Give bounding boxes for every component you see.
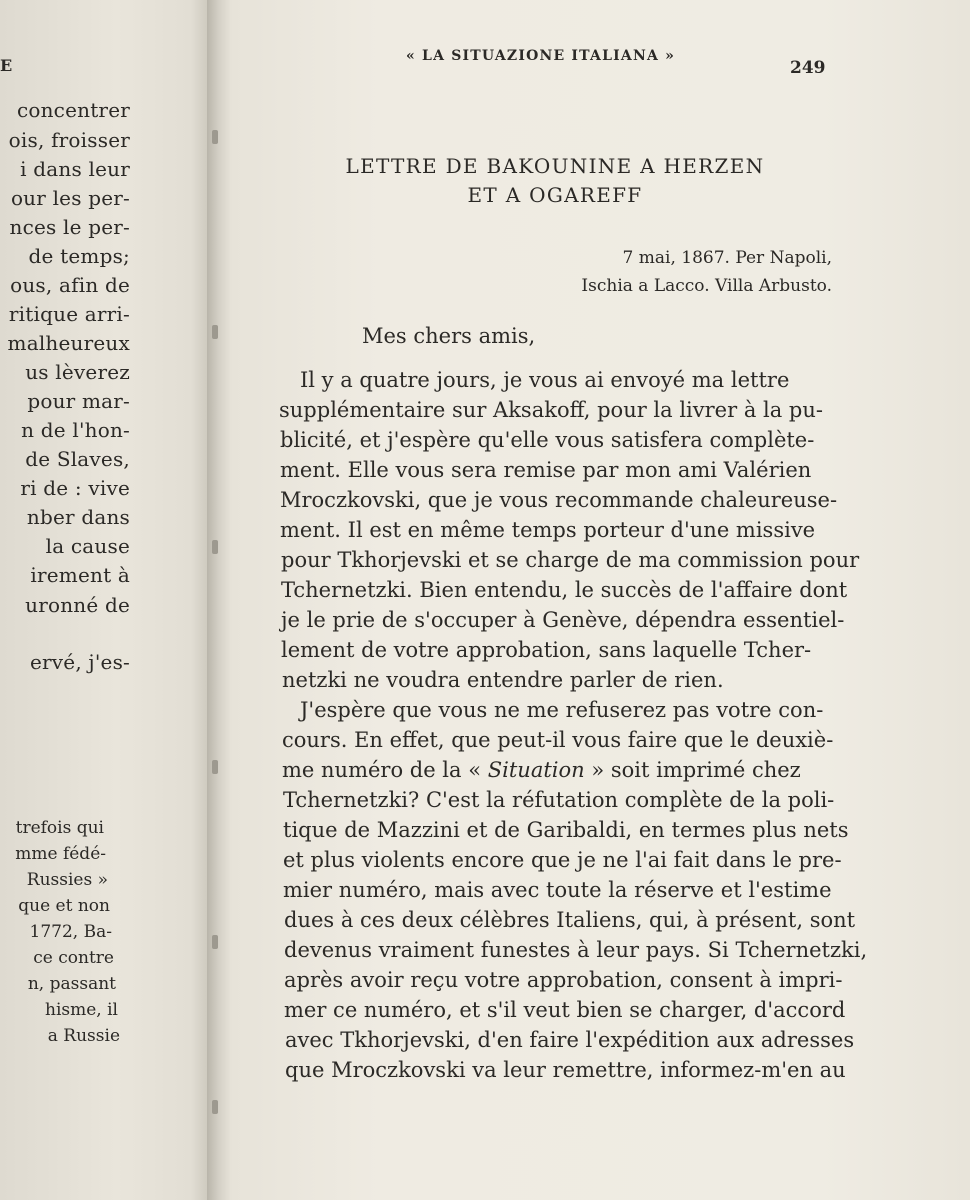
letter-body-line: et plus violents encore que je ne l'ai fait dans le pre- — [283, 848, 842, 872]
binding-stitch — [212, 540, 218, 554]
left-footnote-line: trefois qui — [15, 818, 104, 838]
left-footnote-line: Russies » — [26, 870, 108, 890]
binding-stitch — [212, 935, 218, 949]
dateline — [500, 244, 832, 300]
binding-stitch — [212, 325, 218, 339]
letter-body-line: dues à ces deux célèbres Italiens, qui, à présent, sont — [284, 908, 856, 932]
left-page-line: nber dans — [26, 505, 130, 529]
letter-body-line: que Mroczkovski va leur remettre, informez-m'en au — [285, 1058, 846, 1082]
left-page-line: ri de : vive — [20, 476, 130, 500]
letter-body-line: me numéro de la « Situation » soit imprimé chez — [282, 758, 801, 782]
letter-body-line: cours. En effet, que peut-il vous faire que le deuxiè- — [282, 728, 834, 752]
letter-body-line: ment. Elle vous sera remise par mon ami Valérien — [280, 458, 812, 482]
letter-body-line: blicité, et j'espère qu'elle vous satisfera complète- — [280, 428, 815, 452]
letter-body-line: pour Tkhorjevski et se charge de ma commission pour — [281, 548, 860, 572]
dateline-line-2: Ischia a Lacco. Villa Arbusto. — [581, 276, 832, 296]
letter-body-line: avec Tkhorjevski, d'en faire l'expédition aux adresses — [285, 1028, 855, 1052]
left-page-line: de Slaves, — [25, 447, 130, 471]
letter-body-line: ment. Il est en même temps porteur d'une missive — [280, 518, 816, 542]
left-page-line: ois, froisser — [8, 128, 130, 152]
letter-body-line: je le prie de s'occuper à Genève, dépendra essentiel- — [281, 608, 845, 632]
left-page — [0, 0, 212, 1200]
letter-title — [340, 152, 770, 210]
dateline-line-1: 7 mai, 1867. Per Napoli, — [622, 248, 832, 268]
left-page-line: i dans leur — [20, 157, 130, 181]
letter-body-line: après avoir reçu votre approbation, consent à impri- — [284, 968, 843, 992]
left-page-line: uronné de — [25, 593, 130, 617]
left-footnote-line: hisme, il — [45, 1000, 118, 1020]
letter-body-line: mer ce numéro, et s'il veut bien se charger, d'accord — [284, 998, 846, 1022]
left-page-line: nces le per- — [9, 215, 130, 239]
left-page-line: ritique arri- — [8, 302, 130, 326]
left-footnote-line: que et non — [18, 896, 110, 916]
running-head: « LA SITUAZIONE ITALIANA » — [406, 48, 676, 64]
left-page-line: us lèverez — [25, 360, 130, 384]
left-footnote-line: mme fédé- — [15, 844, 106, 864]
left-page-line: irement à — [30, 563, 130, 587]
left-footnote-line: ce contre — [33, 948, 114, 968]
left-page-line: ervé, j'es- — [29, 650, 130, 674]
binding-stitch — [212, 1100, 218, 1114]
letter-body-line: J'espère que vous ne me refuserez pas votre con- — [300, 698, 824, 722]
left-page-line: concentrer — [16, 98, 130, 122]
left-page-line: de temps; — [28, 244, 130, 268]
left-footnote-line: n, passant — [27, 974, 116, 994]
letter-body-line: Mroczkovski, que je vous recommande chaleureuse- — [280, 488, 838, 512]
salutation: Mes chers amis, — [362, 324, 536, 348]
letter-body-line: mier numéro, mais avec toute la réserve et l'estime — [283, 878, 832, 902]
left-page-line: malheureux — [7, 331, 130, 355]
left-running-head-fragment: E — [0, 56, 13, 75]
letter-body-line: tique de Mazzini et de Garibaldi, en termes plus nets — [283, 818, 849, 842]
letter-title-line-1: LETTRE DE BAKOUNINE A HERZEN — [345, 154, 765, 178]
binding-stitch — [212, 130, 218, 144]
letter-body-line: supplémentaire sur Aksakoff, pour la livrer à la pu- — [279, 398, 823, 422]
left-page-line: our les per- — [10, 186, 130, 210]
left-page-line: la cause — [45, 534, 130, 558]
page-number: 249 — [790, 58, 826, 78]
left-page-line: ous, afin de — [10, 273, 130, 297]
left-page-line: n de l'hon- — [21, 418, 130, 442]
letter-title-line-2: ET A OGAREFF — [467, 183, 643, 207]
left-footnote-line: a Russie — [47, 1026, 120, 1046]
letter-body-line: Tchernetzki. Bien entendu, le succès de l'affaire dont — [281, 578, 848, 602]
letter-body-line: Il y a quatre jours, je vous ai envoyé ma lettre — [300, 368, 790, 392]
letter-body-line: netzki ne voudra entendre parler de rien. — [282, 668, 724, 692]
binding-stitch — [212, 760, 218, 774]
letter-body-line: Tchernetzki? C'est la réfutation complète de la poli- — [283, 788, 835, 812]
letter-body-line: lement de votre approbation, sans laquelle Tcher- — [281, 638, 812, 662]
italic-title: Situation — [487, 758, 585, 782]
left-page-line: pour mar- — [27, 389, 130, 413]
left-footnote-line: 1772, Ba- — [29, 922, 112, 942]
letter-body-line: devenus vraiment funestes à leur pays. Si Tchernetzki, — [284, 938, 868, 962]
